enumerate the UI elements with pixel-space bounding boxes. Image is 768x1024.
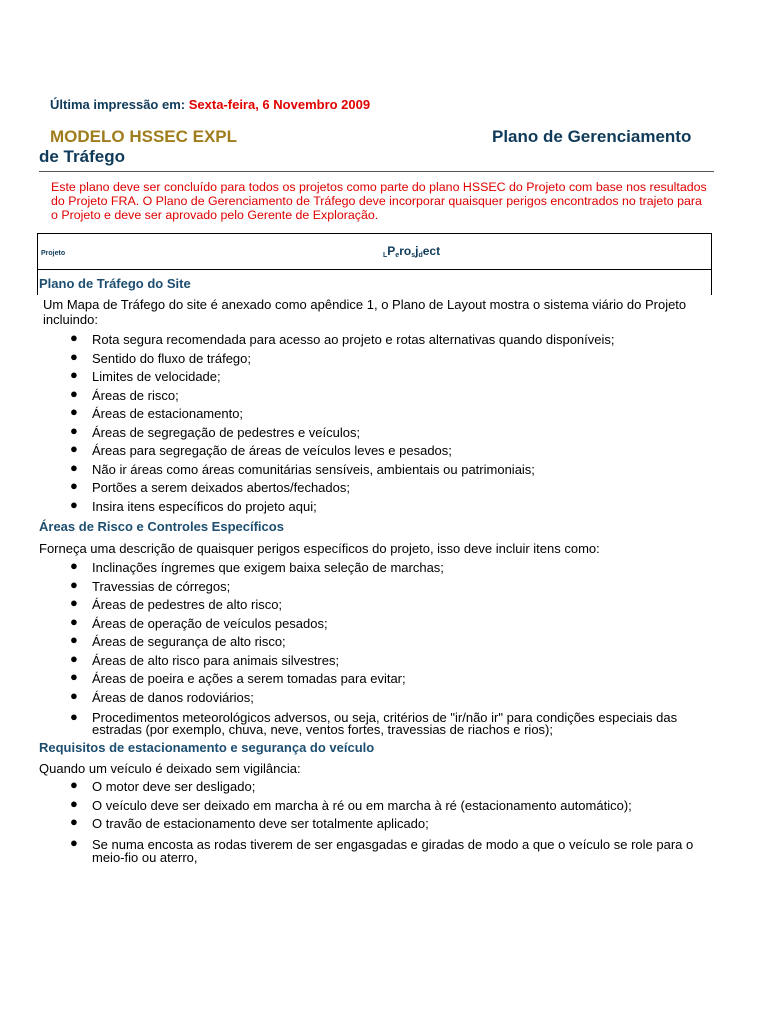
list-item: ● Inclinações íngremes que exigem baixa seleção de marchas; [70, 558, 444, 575]
list-item: ● Rota segura recomendada para acesso ao projeto e rotas alternativas quando disponíveis; [70, 330, 615, 347]
bullet-icon: ● [70, 496, 78, 512]
list-item: ● Portões a serem deixados abertos/fechados; [70, 478, 350, 495]
list-item: ● Limites de velocidade; [70, 367, 221, 384]
bullet-icon: ● [70, 814, 78, 829]
bullet-list-parking [70, 777, 710, 868]
bullet-icon: ● [70, 385, 78, 401]
bullet-icon: ● [70, 348, 78, 364]
project-label: Projeto [41, 250, 66, 257]
list-item: ● Não ir áreas como áreas comunitárias sensíveis, ambientais ou patrimoniais; [70, 459, 535, 477]
bullet-icon: ● [70, 330, 78, 345]
section-intro-risk-areas: Forneça uma descrição de quaisquer perigos específicos do projeto, isso deve incluir itens como: [39, 541, 600, 556]
list-item: ● Áreas de poeira e ações a serem tomadas para evitar; [70, 669, 406, 686]
section-intro-parking: Quando um veículo é deixado sem vigilância: [39, 761, 301, 776]
list-item: ● O veículo deve ser deixado em marcha à ré ou em marcha à ré (estacionamento automático); [70, 795, 632, 813]
bullet-icon: ● [70, 595, 78, 610]
section-heading-parking: Requisitos de estacionamento e segurança do veículo [39, 740, 375, 755]
project-value [383, 244, 440, 259]
project-value-part: ro [399, 244, 412, 258]
bullet-icon: ● [70, 576, 78, 592]
project-value-part: e [395, 252, 400, 259]
bullet-icon: ● [70, 422, 78, 438]
list-item: ● Áreas de danos rodoviários; [70, 687, 254, 705]
section-intro-site-traffic: Um Mapa de Tráfego do site é anexado como apêndice 1, o Plano de Layout mostra o sistema viário do Projeto incluindo: [43, 297, 687, 327]
project-value-part: ect [422, 244, 441, 258]
list-item: ● Insira itens específicos do projeto aqui; [70, 496, 317, 514]
section-heading-site-traffic: Plano de Tráfego do Site [39, 276, 191, 291]
list-item: ● Áreas de segurança de alto risco; [70, 632, 286, 649]
bullet-icon: ● [70, 708, 78, 724]
bullet-icon: ● [70, 404, 78, 419]
list-item: ● Se numa encosta as rodas tiverem de ser engasgadas e giradas de modo a que o veículo se role para o meio-fio ou aterro, [70, 835, 694, 865]
model-title: MODELO HSSEC EXPL [50, 127, 238, 146]
bullet-icon: ● [70, 650, 78, 666]
list-item: ● Travessias de córregos; [70, 576, 231, 594]
list-item: ● Áreas de alto risco para animais silvestres; [70, 650, 340, 668]
project-value-part: L [383, 252, 388, 259]
bullet-list-risk-areas [70, 558, 710, 742]
bullet-list-site-traffic [70, 330, 710, 518]
project-value-part: j [415, 244, 419, 258]
bullet-icon: ● [70, 687, 78, 703]
bullet-icon: ● [70, 441, 78, 456]
list-item: ● Áreas de pedestres de alto risco; [70, 595, 283, 612]
list-item: ● Procedimentos meteorológicos adversos, ou seja, critérios de "ir/não ir" para condições especiais das estradas (por exemplo, chuva, neve, ventos fortes, travessias de riachos e rios); [70, 708, 678, 737]
list-item: ● Áreas para segregação de áreas de veículos leves e pesados; [70, 441, 452, 458]
bullet-icon: ● [70, 613, 78, 629]
bullet-icon: ● [70, 478, 78, 493]
bullet-icon: ● [70, 777, 78, 792]
section-heading-risk-areas: Áreas de Risco e Controles Específicos [39, 519, 284, 534]
list-item: ● Áreas de operação de veículos pesados; [70, 613, 328, 631]
intro-paragraph: Este plano deve ser concluído para todos os projetos como parte do plano HSSEC do Projeto com base nos resultados do Projeto FRA. O Plano de Gerenciamento de Tráfego deve incorporar quaisquer perigos encontrados no trajeto para o Projeto e deve ser aprovado pelo Gerente de Exploração. [51, 180, 707, 222]
plan-title-line2: de Tráfego [39, 147, 125, 166]
project-table-divider [38, 269, 711, 270]
list-item: ● Áreas de risco; [70, 385, 179, 403]
bullet-icon: ● [70, 558, 78, 573]
list-item: ● Áreas de estacionamento; [70, 404, 244, 421]
list-item: ● O motor deve ser desligado; [70, 777, 256, 794]
last-print-date: Sexta-feira, 6 Novembro 2009 [188, 97, 371, 112]
bullet-icon: ● [70, 367, 78, 382]
bullet-icon: ● [70, 632, 78, 647]
project-value-part: s [411, 252, 416, 259]
bullet-icon: ● [70, 669, 78, 684]
project-value-part: P [387, 244, 396, 258]
plan-title-line1: Plano de Gerenciamento [492, 127, 692, 146]
list-item: ● Áreas de segregação de pedestres e veículos; [70, 422, 361, 440]
bullet-icon: ● [70, 795, 78, 811]
last-print-label: Última impressão em: [50, 97, 186, 112]
title-divider [39, 171, 714, 172]
last-print-line [50, 97, 370, 112]
list-item: ● Sentido do fluxo de tráfego; [70, 348, 252, 366]
bullet-icon: ● [70, 459, 78, 475]
project-value-part: d [418, 252, 423, 259]
bullet-icon: ● [70, 835, 78, 850]
list-item: ● O travão de estacionamento deve ser totalmente aplicado; [70, 814, 429, 831]
